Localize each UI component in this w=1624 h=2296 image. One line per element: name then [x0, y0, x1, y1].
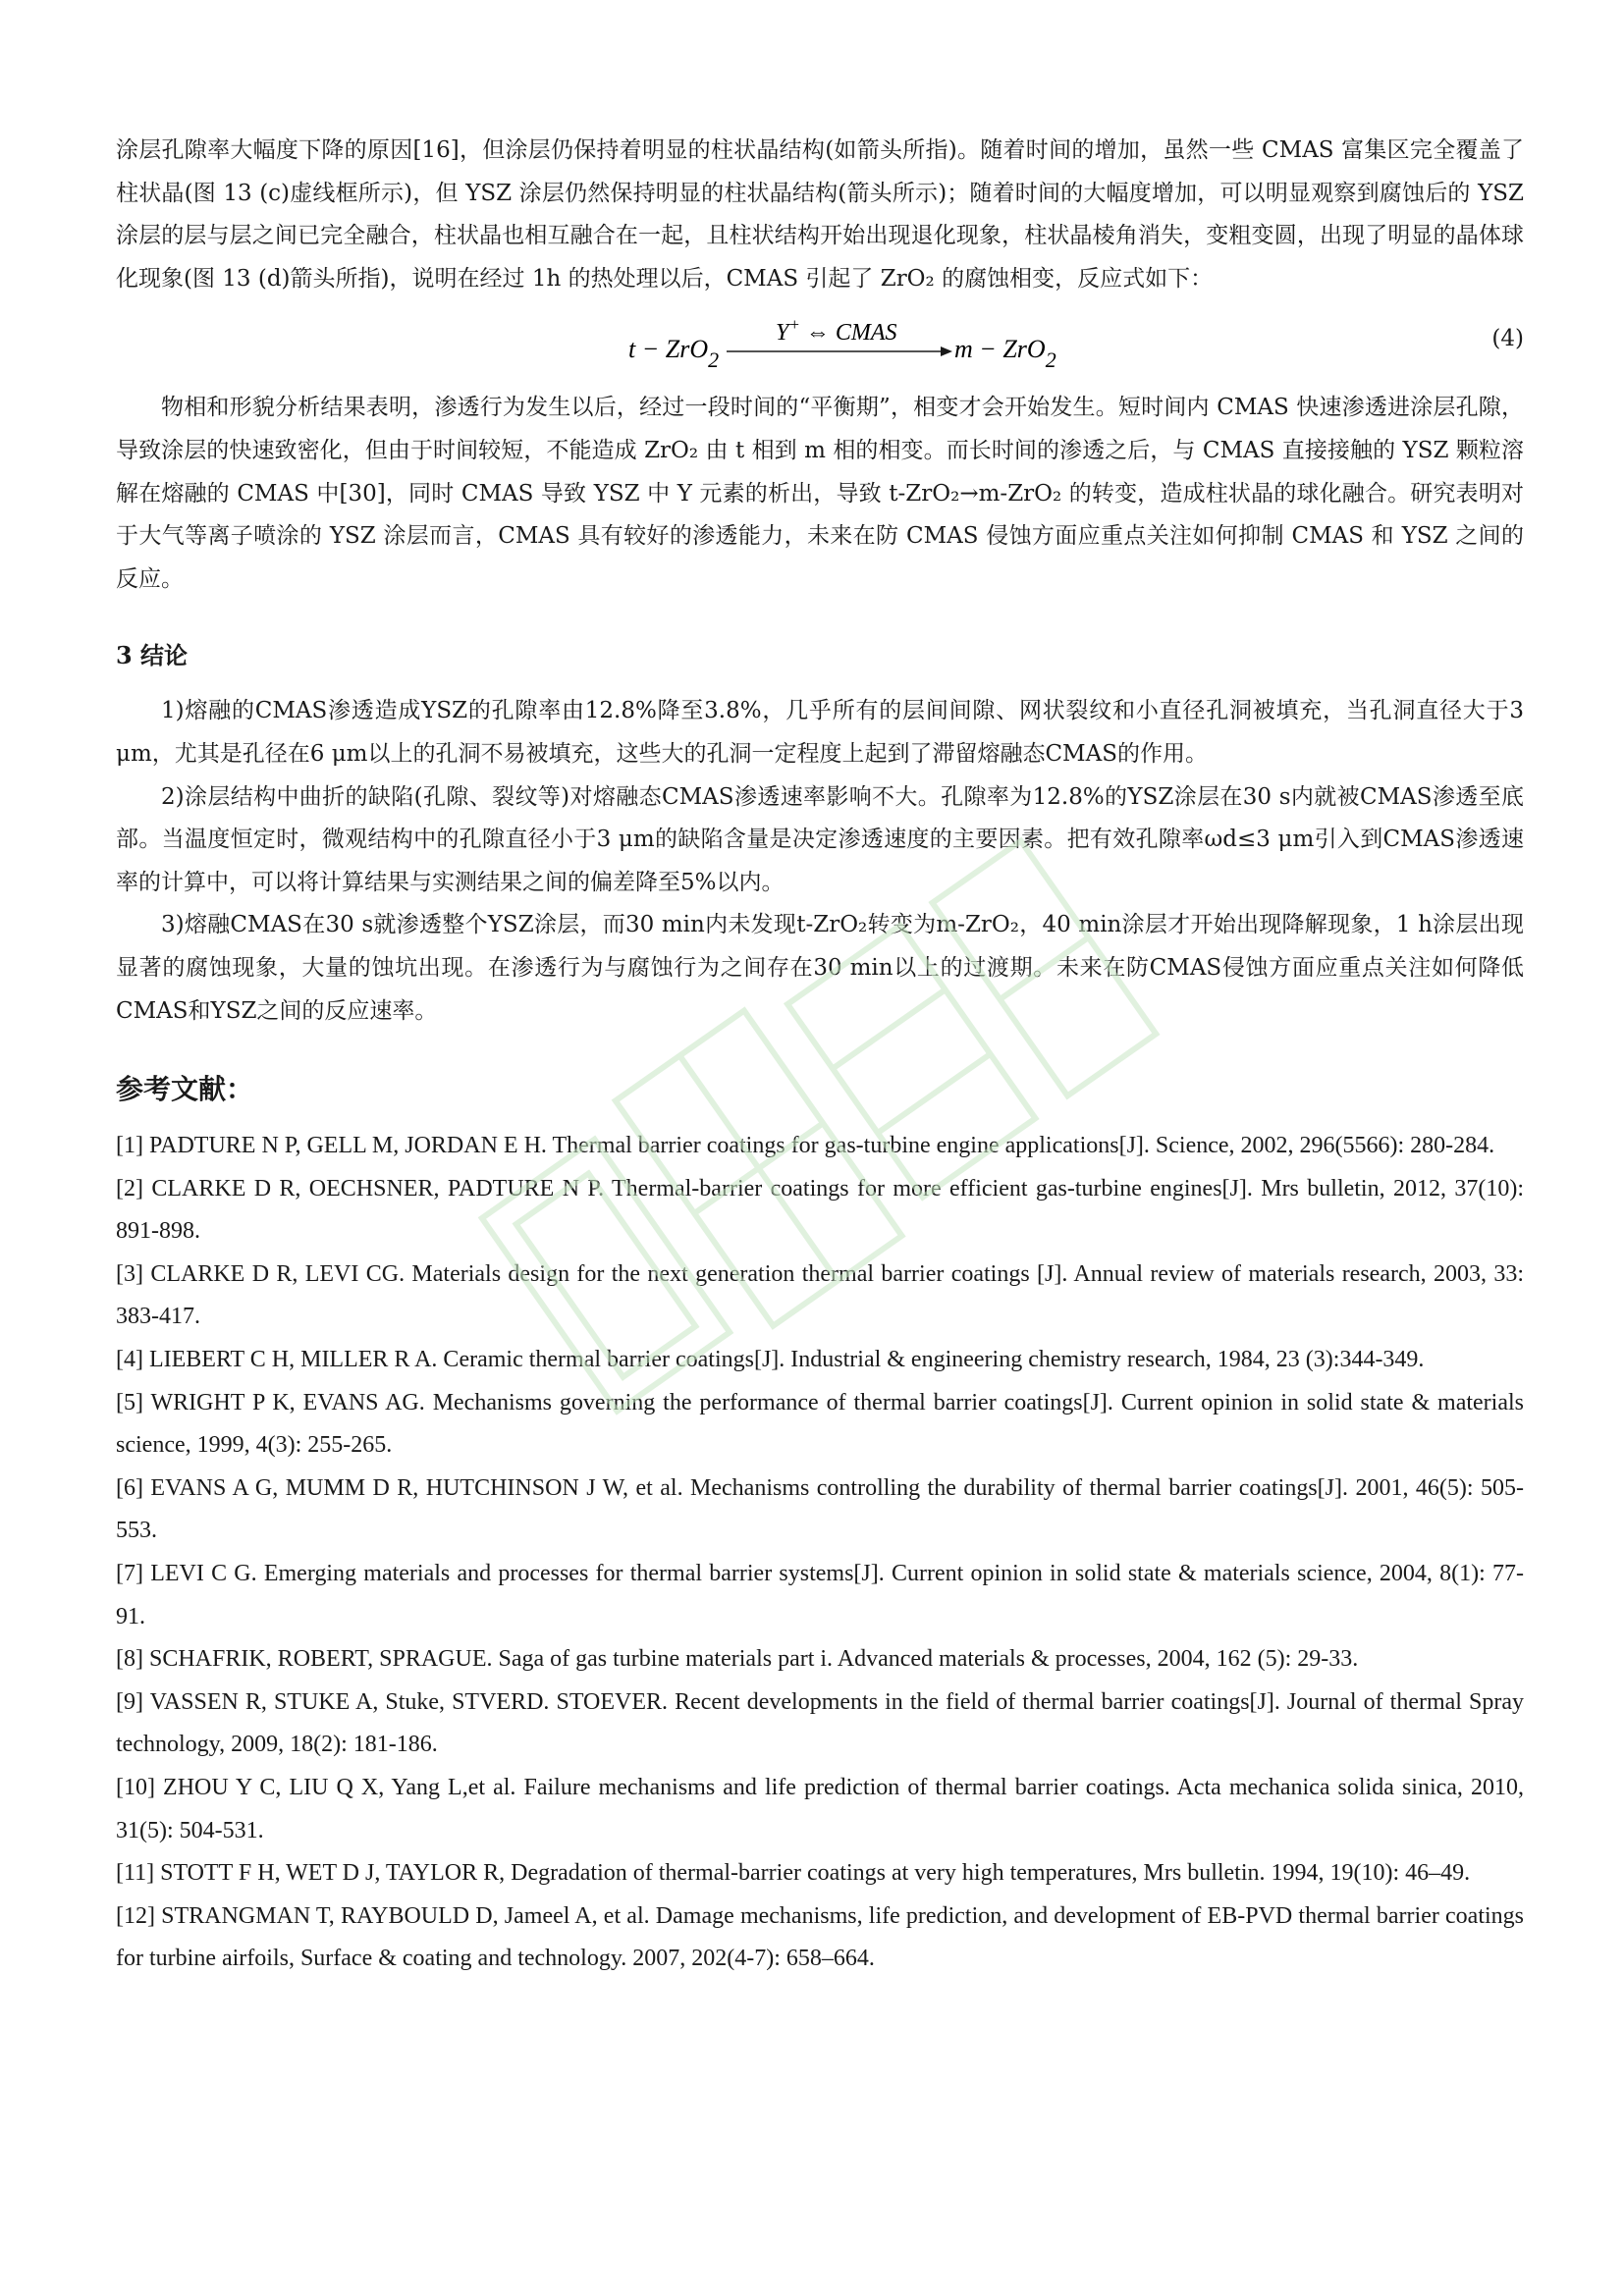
- reference-item: [10] ZHOU Y C, LIU Q X, Yang L,et al. Failure mechanisms and life prediction of thermal barrier coatings. Acta mechanica solida sinica, 2010, 31(5): 504-531.: [116, 1775, 1524, 1843]
- section-heading: 3 结论: [116, 641, 189, 670]
- paper-page: [116, 130, 1524, 1981]
- body-paragraph-2: 物相和形貌分析结果表明，渗透行为发生以后，经过一段时间的“平衡期”，相变才会开始发生。短时间内 CMAS 快速渗透进涂层孔隙，导致涂层的快速致密化，但由于时间较短，不能造成 ZrO₂ 由 t 相到 m 相的相变。而长时间的渗透之后，与 CMAS 直接接触的 YSZ 颗粒溶解在熔融的 CMAS 中[30]，同时 CMAS 导致 YSZ 中 Y 元素的析出，导致 t-ZrO₂→m-ZrO₂ 的转变，造成柱状晶的球化融合。研究表明对于大气等离子喷涂的 YSZ 涂层而言，CMAS 具有较好的渗透能力，未来在防 CMAS 侵蚀方面应重点关注如何抑制 CMAS 和 YSZ 之间的反应。: [116, 395, 1524, 592]
- conclusion-3: 3)熔融CMAS在30 s就渗透整个YSZ涂层，而30 min内未发现t-ZrO₂转变为m-ZrO₂，40 min涂层才开始出现降解现象，1 h涂层出现显著的腐蚀现象，大量的蚀坑出现。在渗透行为与腐蚀行为之间存在30 min以上的过渡期。未来在防CMAS侵蚀方面应重点关注如何降低CMAS和YSZ之间的反应速率。: [116, 912, 1524, 1024]
- reference-item: [11] STOTT F H, WET D J, TAYLOR R, Degradation of thermal-barrier coatings at very high temperatures, Mrs bulletin. 1994, 19(10): 46–49.: [116, 1860, 1471, 1887]
- equation-number: (4): [1491, 326, 1524, 352]
- reference-item: [1] PADTURE N P, GELL M, JORDAN E H. Thermal barrier coatings for gas-turbine engine applications[J]. Science, 2002, 296(5566): 280-284.: [116, 1133, 1495, 1159]
- eq-condition: Y+ ⇔ CMAS: [776, 315, 897, 347]
- eq-right: m − ZrO$_2$: [954, 335, 1056, 373]
- reference-item: [7] LEVI C G. Emerging materials and processes for thermal barrier systems[J]. Current opinion in solid state & materials science, 2004, 8(1): 77-91.: [116, 1561, 1524, 1629]
- reference-item: [3] CLARKE D R, LEVI CG. Materials design for the next generation thermal barrier coatings [J]. Annual review of materials research, 2003, 33: 383-417.: [116, 1260, 1524, 1330]
- reference-item: [2] CLARKE D R, OECHSNER, PADTURE N P. Thermal-barrier coatings for more efficient gas-turbine engines[J]. Mrs bulletin, 2012, 37(10): 891-898.: [116, 1175, 1524, 1245]
- reference-item: [6] EVANS A G, MUMM D R, HUTCHINSON J W, et al. Mechanisms controlling the durability of thermal barrier coatings[J]. 2001, 46(5): 505-553.: [116, 1474, 1524, 1544]
- conclusion-1: 1)熔融的CMAS渗透造成YSZ的孔隙率由12.8%降至3.8%，几乎所有的层间间隙、网状裂纹和小直径孔洞被填充，当孔洞直径大于3 μm，尤其是孔径在6 μm以上的孔洞不易被填充，这些大的孔洞一定程度上起到了滞留熔融态CMAS的作用。: [116, 698, 1524, 767]
- eq-arrow-head: [941, 347, 952, 356]
- reference-item: [9] VASSEN R, STUKE A, Stuke, STVERD. STOEVER. Recent developments in the field of thermal barrier coatings[J]. Journal of thermal Spray technology, 2009, 18(2): 181-186.: [116, 1688, 1524, 1758]
- reference-item: [5] WRIGHT P K, EVANS AG. Mechanisms governing the performance of thermal barrier coatings[J]. Current opinion in solid state & materials science, 1999, 4(3): 255-265.: [116, 1389, 1524, 1459]
- reference-item: [12] STRANGMAN T, RAYBOULD D, Jameel A, et al. Damage mechanisms, life prediction, and development of EB-PVD thermal barrier coatings for turbine airfoils, Surface & coating and technology. 2007, 202(4-7): 658–664.: [116, 1902, 1524, 1972]
- references-heading: 参考文献：: [116, 1073, 254, 1106]
- eq-left: t − ZrO$_2$: [628, 335, 720, 373]
- equation-row: [116, 306, 1524, 383]
- reference-list: [116, 1125, 1524, 1981]
- conclusion-2: 2)涂层结构中曲折的缺陷(孔隙、裂纹等)对熔融态CMAS渗透速率影响不大。孔隙率为12.8%的YSZ涂层在30 s内就被CMAS渗透至底部。当温度恒定时，微观结构中的孔隙直径小于3 μm的缺陷含量是决定渗透速度的主要因素。把有效孔隙率ωd≤3 μm引入到CMAS渗透速率的计算中，可以将计算结果与实测结果之间的偏差降至5%以内。: [116, 783, 1524, 895]
- reference-item: [4] LIEBERT C H, MILLER R A. Ceramic thermal barrier coatings[J]. Industrial & engineering chemistry research, 1984, 23 (3):344-349.: [116, 1347, 1425, 1373]
- body-paragraph-1: 涂层孔隙率大幅度下降的原因[16]，但涂层仍保持着明显的柱状晶结构(如箭头所指)。随着时间的增加，虽然一些 CMAS 富集区完全覆盖了柱状晶(图 13 (c)虚线框所示)，但 YSZ 涂层仍然保持明显的柱状晶结构(箭头所示)；随着时间的大幅度增加，可以明显观察到腐蚀后的 YSZ 涂层的层与层之间已完全融合，柱状晶也相互融合在一起，且柱状结构开始出现退化现象，柱状晶棱角消失，变粗变圆，出现了明显的晶体球化现象(图 13 (d)箭头所指)，说明在经过 1h 的热处理以后，CMAS 引起了 ZrO₂ 的腐蚀相变，反应式如下：: [116, 137, 1524, 292]
- reference-item: [8] SCHAFRIK, ROBERT, SPRAGUE. Saga of gas turbine materials part i. Advanced materials & processes, 2004, 162 (5): 29-33.: [116, 1646, 1359, 1673]
- reaction-equation: [628, 306, 1139, 383]
